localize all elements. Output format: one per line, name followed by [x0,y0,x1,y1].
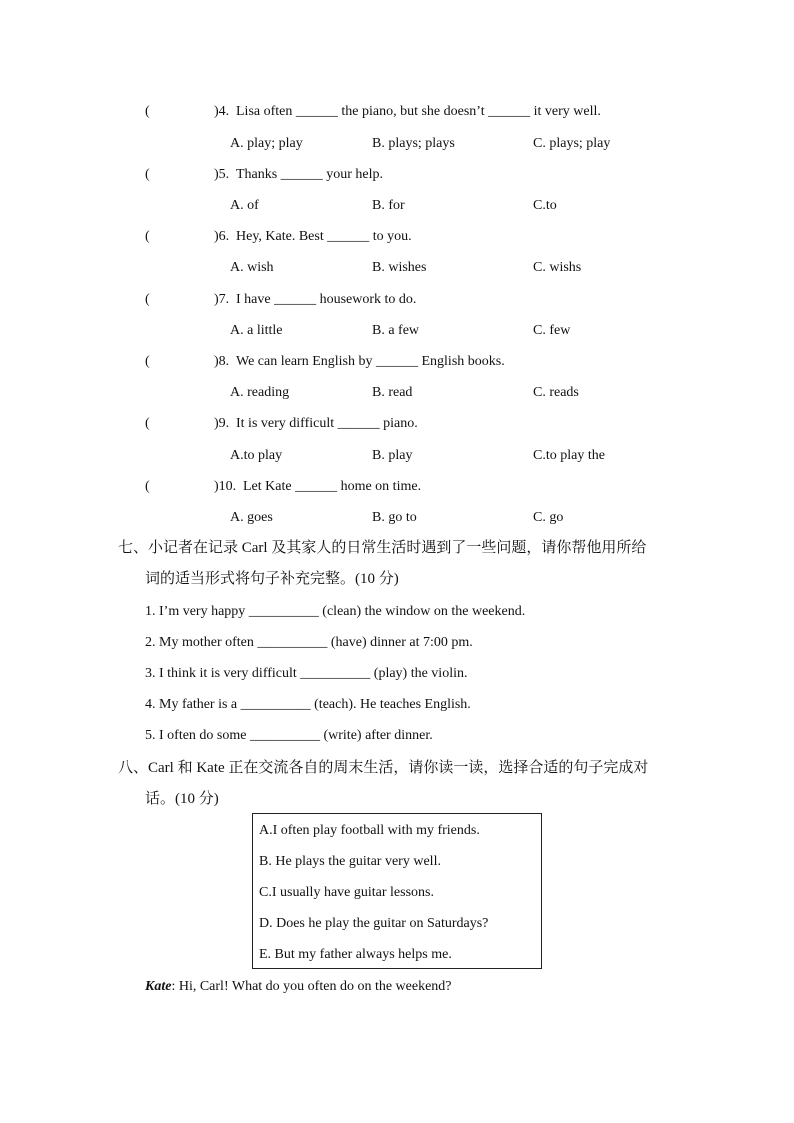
question-number: )10. [214,479,237,494]
answer-paren-open: ( [145,416,150,431]
answer-paren-open: ( [145,292,150,307]
section-7-instruction-line-2: 词的适当形式将句子补充完整。(10 分) [145,571,399,587]
sentence-option-b: B. He plays the guitar very well. [259,854,441,869]
answer-paren-open: ( [145,104,150,119]
option-a: A. of [230,198,259,213]
sentence-option-c: C.I usually have guitar lessons. [259,885,434,900]
option-c: C. few [533,323,571,338]
question-number: )5. [214,167,230,182]
dialogue-text: : Hi, Carl! What do you often do on the weekend? [171,979,452,994]
question-number: )7. [214,292,230,307]
answer-paren-open: ( [145,354,150,369]
option-c: C.to [533,198,557,213]
option-c: C. plays; play [533,136,611,151]
dialogue-line-1 [145,978,452,996]
option-a: A.to play [230,448,283,463]
option-b: B. for [372,198,405,213]
section-7-instruction-line-1: 七、小记者在记录 Carl 及其家人的日常生活时遇到了一些问题，请你帮他用所给 [118,540,647,556]
sentence-option-e: E. But my father always helps me. [259,947,452,962]
option-b: B. plays; plays [372,136,455,151]
question-stem: I have ______ housework to do. [236,292,417,307]
question-number: )8. [214,354,230,369]
fill-item-4: 4. My father is a __________ (teach). He teaches English. [145,697,471,712]
fill-item-3: 3. I think it is very difficult __________ (play) the violin. [145,666,468,681]
option-a: A. reading [230,385,290,400]
option-b: B. go to [372,510,417,525]
option-a: A. goes [230,510,273,525]
question-number: )9. [214,416,230,431]
question-stem: Let Kate ______ home on time. [243,479,422,494]
answer-paren-open: ( [145,479,150,494]
section-8-instruction-line-2: 话。(10 分) [145,791,219,807]
answer-paren-open: ( [145,167,150,182]
option-a: A. wish [230,260,274,275]
option-c: C. go [533,510,564,525]
sentence-option-d: D. Does he play the guitar on Saturdays? [259,916,489,931]
fill-item-1: 1. I’m very happy __________ (clean) the window on the weekend. [145,604,526,619]
dialogue-speaker: Kate [145,979,172,994]
sentence-options-box [252,813,542,969]
option-c: C. wishs [533,260,582,275]
option-b: B. read [372,385,413,400]
sentence-option-a: A.I often play football with my friends. [259,823,480,838]
question-stem: Thanks ______ your help. [236,167,383,182]
section-8-instruction-line-1: 八、Carl 和 Kate 正在交流各自的周末生活，请你读一读，选择合适的句子完成对 [118,760,649,776]
question-stem: Lisa often ______ the piano, but she doesn’t ______ it very well. [236,104,601,119]
fill-item-5: 5. I often do some __________ (write) after dinner. [145,728,433,743]
option-a: A. a little [230,323,283,338]
option-a: A. play; play [230,136,303,151]
question-stem: Hey, Kate. Best ______ to you. [236,229,412,244]
fill-item-2: 2. My mother often __________ (have) dinner at 7:00 pm. [145,635,473,650]
option-b: B. wishes [372,260,427,275]
option-b: B. a few [372,323,420,338]
question-number: )4. [214,104,230,119]
option-b: B. play [372,448,413,463]
option-c: C. reads [533,385,579,400]
answer-paren-open: ( [145,229,150,244]
option-c: C.to play the [533,448,605,463]
question-stem: It is very difficult ______ piano. [236,416,418,431]
question-stem: We can learn English by ______ English books. [236,354,505,369]
question-number: )6. [214,229,230,244]
